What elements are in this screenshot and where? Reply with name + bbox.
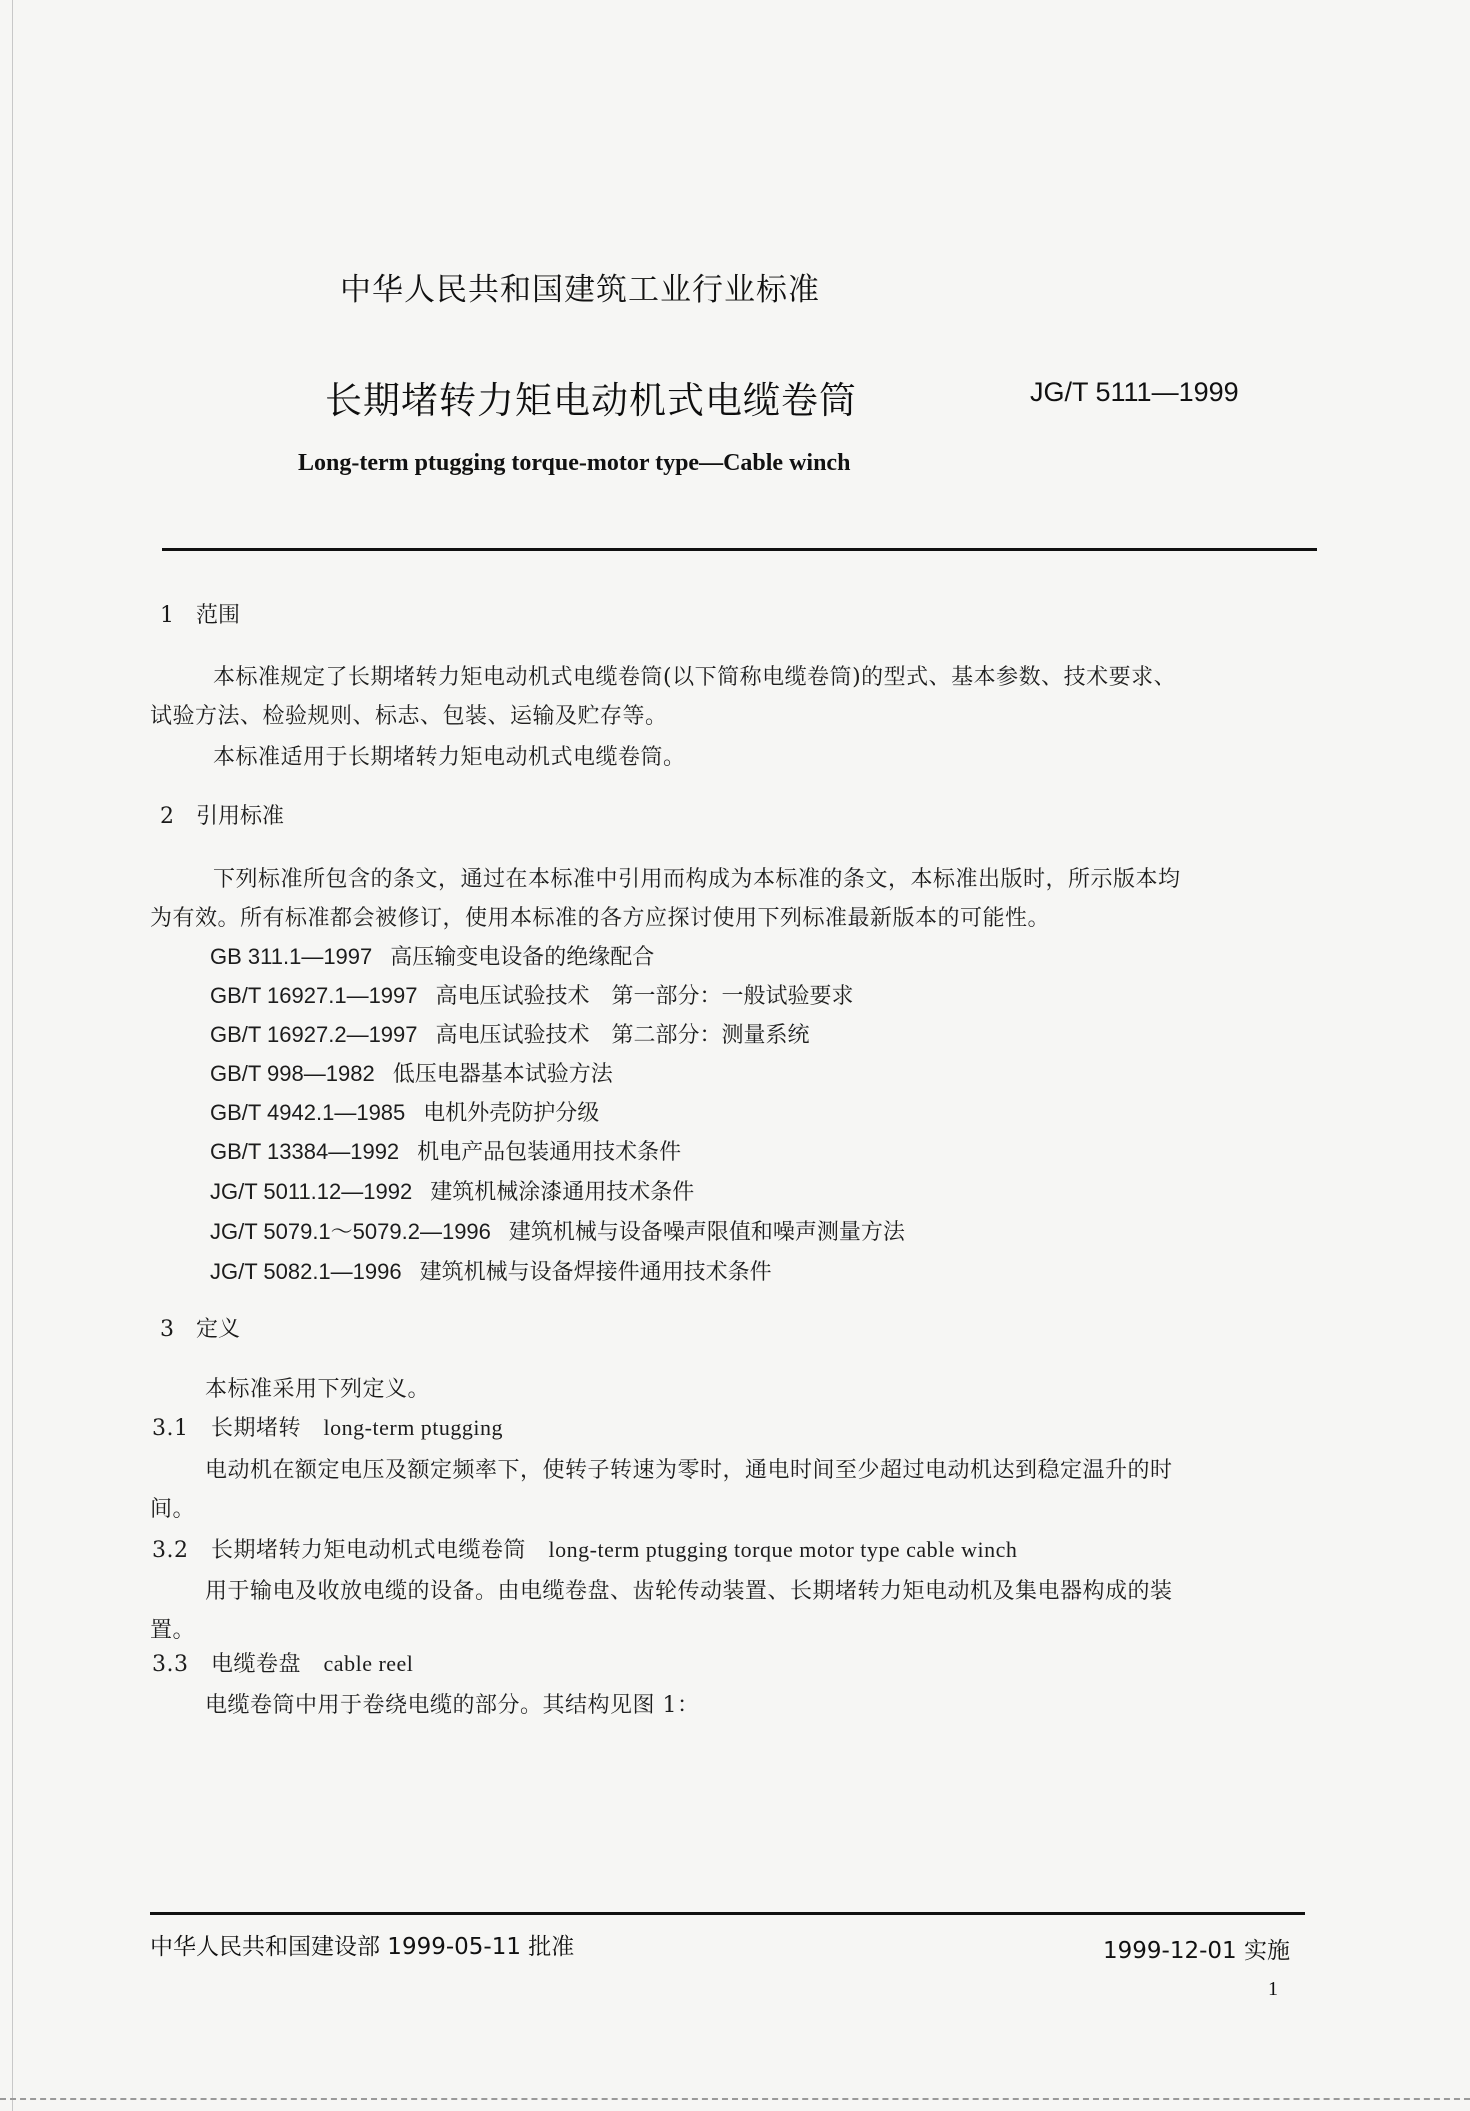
- section-2-paragraph-line: 为有效。所有标准都会被修订，使用本标准的各方应探讨使用下列标准最新版本的可能性。: [150, 906, 1051, 931]
- definition-3-3-text-line: 电缆卷筒中用于卷绕电缆的部分。其结构见图 1：: [205, 1693, 700, 1718]
- reference-title: 高电压试验技术 第二部分：测量系统: [435, 1023, 810, 1048]
- reference-code: GB/T 13384—1992: [210, 1139, 400, 1164]
- section-1-paragraph: 本标准适用于长期堵转力矩电动机式电缆卷筒。: [213, 745, 686, 770]
- definition-3-2-term: [152, 1533, 1017, 1564]
- reference-title: 电机外壳防护分级: [423, 1101, 600, 1126]
- definition-term-en: long-term ptugging torque motor type cable winch: [548, 1537, 1018, 1562]
- reference-code: GB/T 998—1982: [210, 1061, 375, 1086]
- reference-title: 低压电器基本试验方法: [392, 1062, 613, 1087]
- definition-term-cn: 长期堵转力矩电动机式电缆卷筒: [211, 1538, 527, 1563]
- definition-term-cn: 电缆卷盘: [211, 1652, 302, 1677]
- reference-code: JG/T 5079.1～5079.2—1996: [210, 1219, 491, 1244]
- definition-number: 3.2: [152, 1538, 189, 1563]
- standard-code: JG/T 5111—1999: [1030, 377, 1239, 407]
- reference-item: [210, 1135, 681, 1166]
- reference-code: GB/T 16927.2—1997: [210, 1022, 418, 1047]
- document-title-en: Long-term ptugging torque-motor type—Cable winch: [298, 450, 851, 476]
- definition-3-2-text-line: 置。: [150, 1618, 196, 1643]
- reference-item: [210, 1057, 613, 1088]
- document-title-cn: 长期堵转力矩电动机式电缆卷筒: [325, 379, 857, 422]
- definition-term-en: long-term ptugging: [323, 1415, 504, 1440]
- section-3-intro: 本标准采用下列定义。: [205, 1377, 431, 1402]
- reference-title: 建筑机械与设备焊接件通用技术条件: [419, 1260, 772, 1285]
- reference-item: [210, 1175, 694, 1206]
- reference-item: [210, 1018, 810, 1049]
- definition-term-cn: 长期堵转: [211, 1416, 302, 1441]
- scan-edge-left: [12, 0, 13, 2111]
- reference-code: GB/T 4942.1—1985: [210, 1100, 406, 1125]
- implementation-date: 1999-12-01 实施: [1103, 1938, 1290, 1964]
- definition-term-en: cable reel: [323, 1651, 414, 1676]
- definition-3-1-term: [152, 1411, 503, 1442]
- definition-number: 3.1: [152, 1416, 189, 1441]
- section-1-paragraph-line: 试验方法、检验规则、标志、包装、运输及贮存等。: [150, 704, 668, 729]
- section-1-paragraph-line: 本标准规定了长期堵转力矩电动机式电缆卷筒(以下简称电缆卷筒)的型式、基本参数、技术要求、: [213, 665, 1177, 690]
- reference-item: [210, 1255, 772, 1286]
- reference-title: 高电压试验技术 第一部分：一般试验要求: [435, 984, 854, 1009]
- section-2-paragraph-line: 下列标准所包含的条文，通过在本标准中引用而构成为本标准的条文，本标准出版时，所示版本均: [213, 867, 1181, 892]
- reference-item: [210, 940, 654, 971]
- definition-3-2-text-line: 用于输电及收放电缆的设备。由电缆卷盘、齿轮传动装置、长期堵转力矩电动机及集电器构成的装: [205, 1579, 1173, 1604]
- reference-code: GB 311.1—1997: [210, 944, 373, 969]
- page-number: 1: [1268, 1978, 1278, 2000]
- section-1-heading: 1 范围: [160, 603, 240, 628]
- section-2-heading: 2 引用标准: [160, 804, 284, 829]
- approval-statement: 中华人民共和国建设部 1999-05-11 批准: [150, 1934, 575, 1960]
- reference-code: JG/T 5082.1—1996: [210, 1259, 402, 1284]
- definition-3-3-term: [152, 1647, 413, 1678]
- definition-number: 3.3: [152, 1652, 189, 1677]
- reference-title: 建筑机械涂漆通用技术条件: [430, 1180, 695, 1205]
- reference-title: 机电产品包装通用技术条件: [417, 1140, 682, 1165]
- header-divider: [162, 548, 1317, 551]
- reference-item: [210, 979, 854, 1010]
- reference-item: [210, 1096, 599, 1127]
- definition-3-1-text-line: 间。: [150, 1497, 196, 1522]
- scan-edge-bottom: [0, 2098, 1470, 2102]
- reference-code: GB/T 16927.1—1997: [210, 983, 418, 1008]
- reference-code: JG/T 5011.12—1992: [210, 1179, 413, 1204]
- reference-item: [210, 1215, 905, 1246]
- section-3-heading: 3 定义: [160, 1317, 240, 1342]
- reference-title: 高压输变电设备的绝缘配合: [390, 945, 655, 970]
- standard-type-heading: 中华人民共和国建筑工业行业标准: [340, 272, 820, 308]
- definition-3-1-text-line: 电动机在额定电压及额定频率下，使转子转速为零时，通电时间至少超过电动机达到稳定温升的时: [205, 1458, 1173, 1483]
- footer-divider: [150, 1912, 1305, 1915]
- reference-title: 建筑机械与设备噪声限值和噪声测量方法: [508, 1220, 905, 1245]
